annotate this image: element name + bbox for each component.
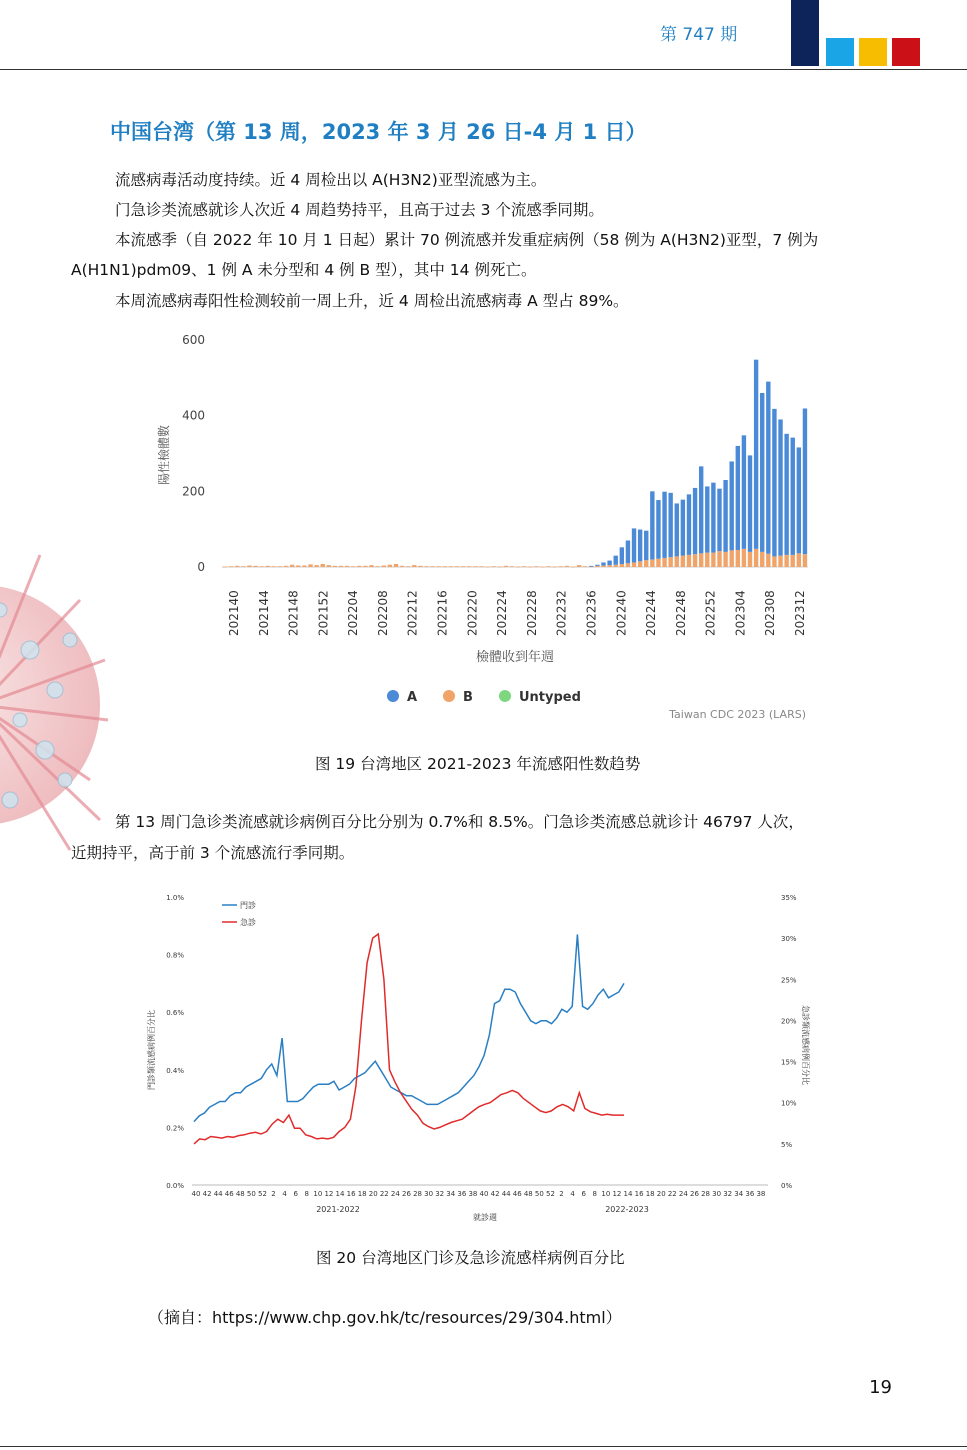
left-y-tick: 1.0%: [166, 894, 184, 902]
bar-b: [675, 556, 679, 567]
footer-divider: [0, 1446, 967, 1447]
bar-a: [784, 434, 788, 555]
x-tick-label: 6: [581, 1190, 586, 1198]
bar-b: [687, 555, 691, 567]
bar-b: [760, 552, 764, 567]
x-tick-label: 202148: [286, 590, 301, 636]
bar-a: [626, 541, 630, 564]
x-tick-label: 44: [213, 1190, 223, 1198]
x-tick-label: 4: [282, 1190, 287, 1198]
bar-b: [583, 566, 587, 567]
bar-b: [449, 566, 453, 567]
bar-b: [620, 564, 624, 567]
bar-b: [308, 564, 312, 567]
x-tick-label: 202152: [316, 590, 331, 636]
legend-label-b: B: [463, 690, 473, 705]
bar-a: [589, 566, 593, 567]
bar-b: [797, 553, 801, 567]
bar-b: [223, 567, 227, 568]
bar-a: [711, 483, 715, 553]
x-tick-label: 202232: [554, 590, 569, 636]
x-tick-label: 12: [324, 1190, 334, 1198]
bar-a: [638, 530, 642, 562]
bar-a: [662, 492, 666, 558]
left-y-tick: 0.0%: [166, 1182, 184, 1190]
bar-a: [736, 446, 740, 550]
paragraph-5-line-2: 近期持平，高于前 3 个流感流行季同期。: [71, 844, 355, 862]
bar-b: [742, 549, 746, 567]
x-tick-label: 12: [612, 1190, 622, 1198]
left-y-tick: 0.8%: [166, 951, 184, 960]
x-tick-label: 32: [723, 1190, 733, 1198]
x-tick-label: 30: [712, 1190, 722, 1198]
bar-a: [656, 500, 660, 559]
x-tick-label: 48: [235, 1190, 245, 1198]
section-title: 中国台湾（第 13 周，2023 年 3 月 26 日-4 月 1 日）: [110, 120, 647, 144]
bar-b: [803, 554, 807, 567]
x-tick-label: 202240: [614, 590, 629, 636]
ili-percentage-line-chart: [130, 885, 820, 1225]
paragraph-3-line-2: A(H1N1)pdm09、1 例 A 未分型和 4 例 B 型），其中 14 例死亡。: [71, 261, 537, 279]
x-tick-label: 40: [479, 1190, 489, 1198]
bar-b: [534, 566, 538, 567]
legend-swatch-a: [387, 690, 399, 702]
bar-b: [314, 565, 318, 567]
right-y-tick: 25%: [781, 976, 797, 985]
bar-b: [278, 566, 282, 567]
bar-a: [791, 438, 795, 555]
x-tick-label: 202252: [703, 590, 718, 636]
season-label-1: 2021-2022: [316, 1205, 360, 1214]
bar-a: [668, 493, 672, 557]
bar-b: [717, 551, 721, 567]
bar-b: [455, 566, 459, 567]
series-line-emergency: [194, 934, 624, 1144]
paragraph-3-line-1: 本流感季（自 2022 年 10 月 1 日起）累计 70 例流感并发重症病例（58 例为 A(H3N2)亚型，7 例为: [115, 231, 819, 249]
x-tick-label: 50: [534, 1190, 544, 1198]
x-tick-label: 38: [468, 1190, 478, 1198]
bar-b: [748, 552, 752, 567]
x-tick-label: 8: [304, 1190, 310, 1198]
x-tick-label: 10: [313, 1190, 323, 1198]
bar-b: [327, 565, 331, 567]
bar-b: [382, 565, 386, 567]
legend-swatch-b: [443, 690, 455, 702]
bar-b: [473, 566, 477, 567]
bar-b: [430, 566, 434, 567]
paragraph-4: 本周流感病毒阳性检测较前一周上升，近 4 周检出流感病毒 A 型占 89%。: [115, 292, 629, 310]
bar-b: [638, 561, 642, 567]
x-tick-label: 38: [756, 1190, 766, 1198]
bar-b: [711, 553, 715, 567]
source-note: （摘自：https://www.chp.gov.hk/tc/resources/29/304.html）: [148, 1308, 622, 1327]
x-tick-label: 28: [701, 1190, 710, 1198]
bar-a: [632, 528, 636, 562]
bar-a: [730, 461, 734, 550]
bar-b: [345, 566, 349, 567]
x-tick-label: 42: [202, 1190, 212, 1198]
x-tick-label: 202308: [763, 590, 778, 636]
bar-b: [406, 566, 410, 567]
bar-b: [736, 550, 740, 567]
bar-a: [620, 547, 624, 564]
x-tick-label: 202208: [375, 590, 390, 636]
legend-label-a: A: [407, 690, 418, 705]
legend-label: 門診: [240, 901, 256, 910]
right-y-tick: 35%: [781, 894, 797, 902]
bar-a: [699, 466, 703, 553]
x-tick-label: 32: [435, 1190, 445, 1198]
bar-b: [668, 557, 672, 567]
x-tick-label: 52: [546, 1190, 555, 1198]
x-tick-label: 46: [224, 1190, 234, 1198]
bar-a: [693, 488, 697, 554]
chart-credit: Taiwan CDC 2023 (LARS): [669, 708, 806, 721]
bar-b: [296, 565, 300, 567]
x-tick-label: 48: [523, 1190, 533, 1198]
bar-b: [424, 566, 428, 567]
x-tick-label: 24: [390, 1190, 400, 1198]
x-tick-label: 16: [346, 1190, 356, 1198]
bar-b: [491, 566, 495, 567]
paragraph-1: 流感病毒活动度持续。近 4 周检出以 A(H3N2)亚型流感为主。: [115, 171, 547, 189]
x-tick-label: 40: [191, 1190, 201, 1198]
x-tick-label: 4: [570, 1190, 575, 1198]
x-tick-label: 14: [335, 1190, 345, 1198]
bar-a: [797, 447, 801, 553]
bar-a: [717, 489, 721, 551]
bar-b: [418, 566, 422, 567]
x-tick-label: 202144: [256, 590, 271, 636]
bar-b: [351, 566, 355, 567]
x-tick-label: 202212: [405, 590, 420, 636]
bar-b: [284, 566, 288, 567]
bar-b: [650, 559, 654, 567]
right-y-tick: 15%: [781, 1058, 797, 1067]
x-tick-label: 30: [424, 1190, 434, 1198]
bar-a: [595, 565, 599, 566]
bar-b: [400, 566, 404, 567]
x-tick-label: 36: [745, 1190, 755, 1198]
bar-a: [778, 419, 782, 555]
bar-b: [394, 564, 398, 567]
x-tick-label: 16: [634, 1190, 644, 1198]
bar-b: [510, 566, 514, 567]
bar-b: [412, 565, 416, 567]
bar-b: [437, 566, 441, 567]
y-tick-label: 600: [182, 333, 205, 347]
x-tick-label: 20: [656, 1190, 666, 1198]
bar-b: [681, 556, 685, 567]
x-tick-label: 202140: [227, 590, 241, 636]
series-line-outpatient: [194, 934, 624, 1121]
bar-a: [675, 503, 679, 556]
x-tick-label: 18: [645, 1190, 655, 1198]
x-tick-label: 10: [601, 1190, 611, 1198]
bar-b: [498, 567, 502, 568]
bar-b: [272, 566, 276, 567]
bar-b: [229, 566, 233, 567]
x-tick-label: 14: [623, 1190, 633, 1198]
x-tick-label: 26: [402, 1190, 411, 1198]
logo-navy-block: [791, 0, 819, 66]
x-tick-label: 202216: [435, 590, 450, 636]
header-divider: [0, 69, 967, 70]
x-tick-label: 18: [357, 1190, 367, 1198]
x-tick-label: 202228: [524, 590, 539, 636]
x-tick-label: 50: [246, 1190, 256, 1198]
bar-b: [540, 567, 544, 568]
bar-a: [772, 409, 776, 557]
logo-cyan-square: [826, 38, 854, 66]
right-y-tick: 10%: [781, 1099, 797, 1108]
right-y-tick: 5%: [781, 1140, 793, 1149]
bar-b: [321, 564, 325, 567]
bar-a: [644, 531, 648, 561]
figure-19-caption: 图 19 台湾地区 2021-2023 年流感阳性数趋势: [315, 755, 641, 773]
issue-label: 第 747 期: [660, 25, 738, 45]
bar-b: [778, 556, 782, 567]
bar-b: [388, 565, 392, 567]
x-tick-label: 6: [293, 1190, 298, 1198]
left-axis-label: 門診類流感病例百分比: [147, 1010, 156, 1090]
bar-a: [742, 435, 746, 548]
x-tick-label: 52: [258, 1190, 267, 1198]
paragraph-5-line-1: 第 13 周门急诊类流感就诊病例百分比分别为 0.7%和 8.5%。门急诊类流感总就诊计 46797 人次，: [115, 813, 804, 831]
paragraph-2: 门急诊类流感就诊人次近 4 周趋势持平，且高于过去 3 个流感季同期。: [115, 201, 604, 219]
x-tick-label: 22: [667, 1190, 677, 1198]
x-tick-label: 202248: [673, 590, 688, 636]
bar-a: [614, 556, 618, 565]
bar-b: [333, 566, 337, 567]
bar-b: [546, 566, 550, 567]
bar-b: [601, 565, 605, 567]
bar-b: [461, 566, 465, 567]
bar-b: [339, 566, 343, 567]
x-tick-label: 44: [501, 1190, 511, 1198]
left-y-tick: 0.2%: [166, 1124, 184, 1133]
left-y-tick: 0.6%: [166, 1009, 184, 1018]
x-tick-label: 8: [592, 1190, 598, 1198]
x-axis-label: 就診週: [473, 1213, 497, 1222]
legend-label: 急診: [240, 918, 256, 927]
bar-b: [467, 566, 471, 567]
bar-b: [443, 566, 447, 567]
bar-a: [601, 562, 605, 565]
bar-b: [479, 566, 483, 567]
virus-decoration-icon: [0, 520, 110, 890]
bar-b: [730, 550, 734, 567]
bar-b: [259, 566, 263, 567]
bar-b: [375, 566, 379, 567]
bar-b: [662, 558, 666, 567]
legend-swatch-untyped: [499, 690, 511, 702]
logo-red-square: [892, 38, 920, 66]
bar-a: [687, 494, 691, 555]
x-tick-label: 20: [368, 1190, 378, 1198]
left-y-tick: 0.4%: [166, 1066, 184, 1075]
bar-b: [607, 565, 611, 567]
bar-b: [363, 566, 367, 567]
bar-b: [565, 566, 569, 567]
bar-b: [253, 566, 257, 567]
bar-b: [595, 566, 599, 567]
x-tick-label: 202304: [733, 590, 748, 636]
right-axis-label: 急診類流感病例百分比: [801, 1005, 810, 1085]
bar-a: [803, 408, 807, 554]
bar-b: [784, 555, 788, 567]
x-tick-label: 202224: [495, 590, 510, 636]
bar-a: [681, 500, 685, 556]
y-tick-label: 400: [182, 408, 205, 423]
bar-b: [485, 567, 489, 568]
x-tick-label: 202220: [465, 590, 480, 636]
bar-b: [791, 555, 795, 567]
bar-b: [577, 565, 581, 567]
bar-b: [626, 563, 630, 567]
bar-b: [290, 565, 294, 567]
x-tick-label: 2: [271, 1190, 276, 1198]
legend-label-untyped: Untyped: [519, 690, 581, 705]
bar-a: [748, 455, 752, 551]
x-tick-label: 36: [457, 1190, 467, 1198]
bar-b: [552, 567, 556, 568]
x-tick-label: 42: [490, 1190, 500, 1198]
bar-b: [522, 566, 526, 567]
season-label-2: 2022-2023: [605, 1205, 649, 1214]
bar-b: [504, 566, 508, 567]
bar-b: [516, 567, 520, 568]
bar-b: [656, 559, 660, 567]
bar-b: [528, 567, 532, 568]
page-number: 19: [869, 1377, 892, 1398]
bar-b: [235, 566, 239, 567]
y-tick-label: 200: [182, 484, 205, 499]
right-y-tick: 30%: [781, 935, 797, 944]
x-tick-label: 46: [512, 1190, 522, 1198]
y-tick-label: 0: [197, 560, 205, 574]
logo-yellow-square: [859, 38, 887, 66]
bar-a: [723, 480, 727, 552]
bar-a: [754, 360, 758, 549]
bar-b: [266, 566, 270, 567]
x-tick-label: 28: [413, 1190, 422, 1198]
right-y-tick: 0%: [781, 1182, 793, 1190]
bar-b: [772, 556, 776, 567]
x-tick-label: 26: [690, 1190, 699, 1198]
figure-20-caption: 图 20 台湾地区门诊及急诊流感样病例百分比: [316, 1249, 625, 1267]
positive-specimen-bar-chart: [130, 320, 830, 725]
x-axis-label: 檢體收到年週: [475, 650, 555, 665]
bar-b: [723, 552, 727, 567]
bar-a: [607, 561, 611, 566]
bar-a: [705, 486, 709, 552]
x-tick-label: 2: [559, 1190, 564, 1198]
bar-b: [247, 565, 251, 567]
bar-a: [650, 491, 654, 559]
y-axis-label: 陽性檢體數: [157, 424, 171, 486]
bar-b: [632, 562, 636, 567]
bar-b: [357, 566, 361, 567]
right-y-tick: 20%: [781, 1017, 797, 1026]
x-tick-label: 202244: [644, 590, 659, 636]
bar-b: [241, 566, 245, 567]
bar-b: [693, 554, 697, 567]
x-tick-label: 202312: [793, 590, 807, 636]
x-tick-label: 22: [379, 1190, 389, 1198]
bar-b: [559, 566, 563, 567]
x-tick-label: 202204: [346, 590, 361, 636]
bar-b: [369, 565, 373, 567]
bar-a: [760, 393, 764, 552]
bar-b: [644, 560, 648, 567]
bar-b: [766, 554, 770, 567]
bar-b: [614, 565, 618, 567]
bar-b: [754, 549, 758, 567]
bar-b: [705, 553, 709, 567]
bar-b: [302, 565, 306, 567]
bar-b: [571, 567, 575, 568]
bar-a: [766, 382, 770, 554]
x-tick-label: 202236: [584, 590, 599, 636]
x-tick-label: 34: [734, 1190, 744, 1198]
x-tick-label: 34: [446, 1190, 456, 1198]
x-tick-label: 24: [678, 1190, 688, 1198]
bar-b: [699, 553, 703, 567]
